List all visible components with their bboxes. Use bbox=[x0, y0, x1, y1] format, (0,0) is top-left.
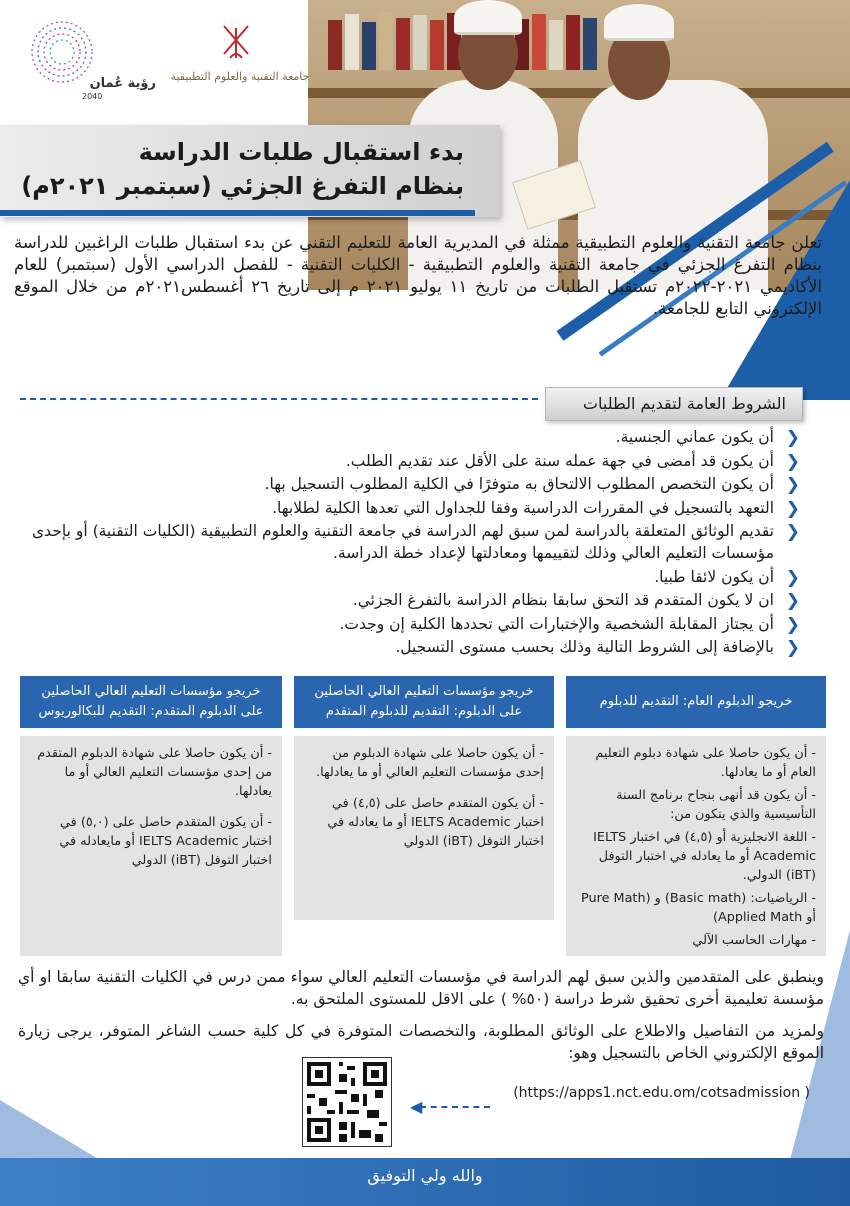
column-text: - الرياضيات: (Basic math) و (Pure Math أو Applied Math) bbox=[581, 891, 816, 925]
oman-emblem-icon bbox=[216, 20, 256, 64]
dashed-arrow-line bbox=[420, 1106, 490, 1108]
condition-text: أن يكون قد أمضى في جهة عمله سنة على الأقل عند تقديم الطلب. bbox=[345, 451, 774, 470]
column-heading-diploma: خريجو الدبلوم العام: التقديم للدبلوم bbox=[566, 676, 826, 728]
column-heading-advanced-diploma: خريجو مؤسسات التعليم العالي الحاصلين على الدبلوم: التقديم للدبلوم المتقدم bbox=[294, 676, 554, 728]
chevron-left-icon: ❮ bbox=[785, 475, 800, 495]
chevron-left-icon: ❮ bbox=[785, 567, 800, 588]
university-logo bbox=[170, 20, 310, 100]
condition-item bbox=[20, 450, 802, 472]
condition-text: بالإضافة إلى الشروط التالية وذلك بحسب مستوى التسجيل. bbox=[395, 638, 774, 656]
column-text: - أن يكون قد أنهى بنجاح برنامج السنة التأسيسية والذي يتكون من: bbox=[616, 788, 816, 822]
column-text: - أن يكون حاصلا على شهادة دبلوم التعليم العام أو ما يعادلها. bbox=[595, 746, 816, 780]
column-body-advanced-diploma bbox=[294, 736, 554, 920]
conditions-heading bbox=[545, 387, 803, 421]
column-text: - أن يكون المتقدم حاصل على (٤,٥) في اختبار IELTS Academic أو ما يعادله في اختبار التوفل (iBT) الدولي bbox=[327, 796, 544, 849]
arrow-left-icon: ◀ bbox=[410, 1097, 423, 1116]
condition-text: تقديم الوثائق المتعلقة بالدراسة لمن سبق لهم الدراسة في جامعة التقنية والعلوم التطبيقية (الكليات التقنية) أو بإحدى مؤسسات التعليم العالي وذلك لتقييمها ومعادلتها لإعداد خطة الدراسة. bbox=[32, 522, 774, 562]
condition-text: أن يكون عماني الجنسية. bbox=[615, 428, 774, 446]
conditions-heading-text: الشروط العامة لتقديم الطلبات bbox=[582, 394, 786, 413]
chevron-left-icon: ❮ bbox=[785, 451, 800, 472]
title-line-1: بدء استقبال طلبات الدراسة bbox=[138, 138, 464, 166]
dashed-divider bbox=[20, 398, 538, 400]
vision-logo-year: 2040 bbox=[82, 92, 103, 101]
vision-logo-script: رؤية عُمان bbox=[89, 76, 156, 91]
condition-text: ان لا يكون المتقدم قد التحق سابقا بنظام الدراسة بالتفرغ الجزئي. bbox=[352, 591, 774, 609]
registration-url[interactable]: (https://apps1.nct.edu.om/cotsadmission ) bbox=[513, 1085, 810, 1101]
closing-paragraph-2: ولمزيد من التفاصيل والاطلاع على الوثائق المطلوبة، والتخصصات المتوفرة في كل كلية حسب الشاغر المتوفر، يرجى زيارة الموقع الإلكتروني الخاص بالتسجيل وهو: bbox=[18, 1022, 824, 1062]
chevron-left-icon: ❮ bbox=[785, 591, 800, 611]
condition-text: التعهد بالتسجيل في المقررات الدراسية وفقا للجداول التي تعدها الكلية لطلابها. bbox=[272, 498, 774, 517]
footer-text: والله ولي التوفيق bbox=[367, 1166, 483, 1185]
condition-item bbox=[20, 426, 802, 448]
condition-text: أن يجتاز المقابلة الشخصية والإختبارات التي تحددها الكلية إن وجدت. bbox=[339, 614, 774, 633]
condition-item bbox=[20, 497, 802, 519]
column-text: - أن يكون المتقدم حاصل على (٥,٠) في اختبار IELTS Academic أو مايعادله في اختبار التوفل (iBT) الدولي bbox=[59, 815, 272, 868]
column-text: - مهارات الحاسب الآلي bbox=[692, 933, 816, 948]
chevron-left-icon: ❮ bbox=[785, 428, 800, 448]
title-line-2: بنظام التفرغ الجزئي (سبتمبر ٢٠٢١م) bbox=[21, 172, 464, 200]
column-text: - اللغة الانجليزية أو (٤,٥) في اختبار IELTS Academic أو ما يعادله في اختبار التوفل (iBT) الدولي. bbox=[593, 830, 816, 883]
column-text: - أن يكون حاصلا على شهادة الدبلوم المتقدم من إحدى مؤسسات التعليم العالي أو ما يعادلها. bbox=[37, 746, 272, 799]
decorative-triangle bbox=[0, 1100, 100, 1160]
intro-paragraph: تعلن جامعة التقنية والعلوم التطبيقية ممثلة في المديرية العامة للتعليم التقني عن بدء استقبال طلبات الراغبين للدراسة بنظام التفرغ الجزئي في جامعة التقنية والعلوم التطبيقية - الكليات التقنية - للفصل الدراسي الأول (سبتمبر) للعام الأكاديمي ٢٠٢١-٢٠٢٢م تستقبل الطلبات من تاريخ ١١ يوليو ٢٠٢١ م إلى تاريخ ٢٦ أغسطس٢٠٢١م من خلال الموقع الإلكتروني التابع للجامعة. bbox=[14, 233, 823, 318]
condition-text: أن يكون لائقا طبيا. bbox=[654, 567, 774, 586]
title-underline bbox=[0, 210, 475, 216]
condition-item bbox=[20, 636, 802, 658]
condition-item bbox=[20, 520, 802, 564]
qr-code bbox=[302, 1057, 392, 1147]
vision-2040-logo bbox=[22, 12, 156, 102]
bookshelf-books-top bbox=[328, 8, 810, 70]
chevron-left-icon: ❮ bbox=[785, 614, 800, 635]
conditions-list bbox=[20, 426, 802, 660]
condition-item bbox=[20, 589, 802, 611]
chevron-left-icon: ❮ bbox=[785, 498, 800, 519]
column-text: - أن يكون حاصلا على شهادة الدبلوم من إحدى مؤسسات التعليم العالي أو ما يعادلها. bbox=[316, 746, 544, 780]
closing-paragraph-1: وينطبق على المتقدمين والذين سبق لهم الدراسة في مؤسسات التعليم العالي سواء ممن درس في الكليات التقنية سابقا او أي مؤسسة تعليمية أخرى تحقيق شرط دراسة (٥٠% ) على الاقل للمستوى الملتحق به. bbox=[18, 968, 824, 1008]
university-logo-text: جامعة التقنية والعلوم التطبيقية bbox=[170, 70, 310, 83]
chevron-left-icon: ❮ bbox=[785, 522, 800, 542]
column-heading-bachelor: خريجو مؤسسات التعليم العالي الحاصلين على الدبلوم المتقدم: التقديم للبكالوريوس bbox=[20, 676, 282, 728]
condition-item bbox=[20, 566, 802, 588]
column-body-bachelor bbox=[20, 736, 282, 956]
column-body-diploma bbox=[566, 736, 826, 956]
condition-text: أن يكون التخصص المطلوب الالتحاق به متوفرًا في الكلية المطلوب التسجيل بها. bbox=[264, 475, 774, 493]
qr-code-icon bbox=[303, 1058, 391, 1146]
title-banner bbox=[0, 125, 500, 217]
chevron-left-icon: ❮ bbox=[785, 638, 800, 658]
condition-item bbox=[20, 613, 802, 635]
condition-item bbox=[20, 473, 802, 495]
